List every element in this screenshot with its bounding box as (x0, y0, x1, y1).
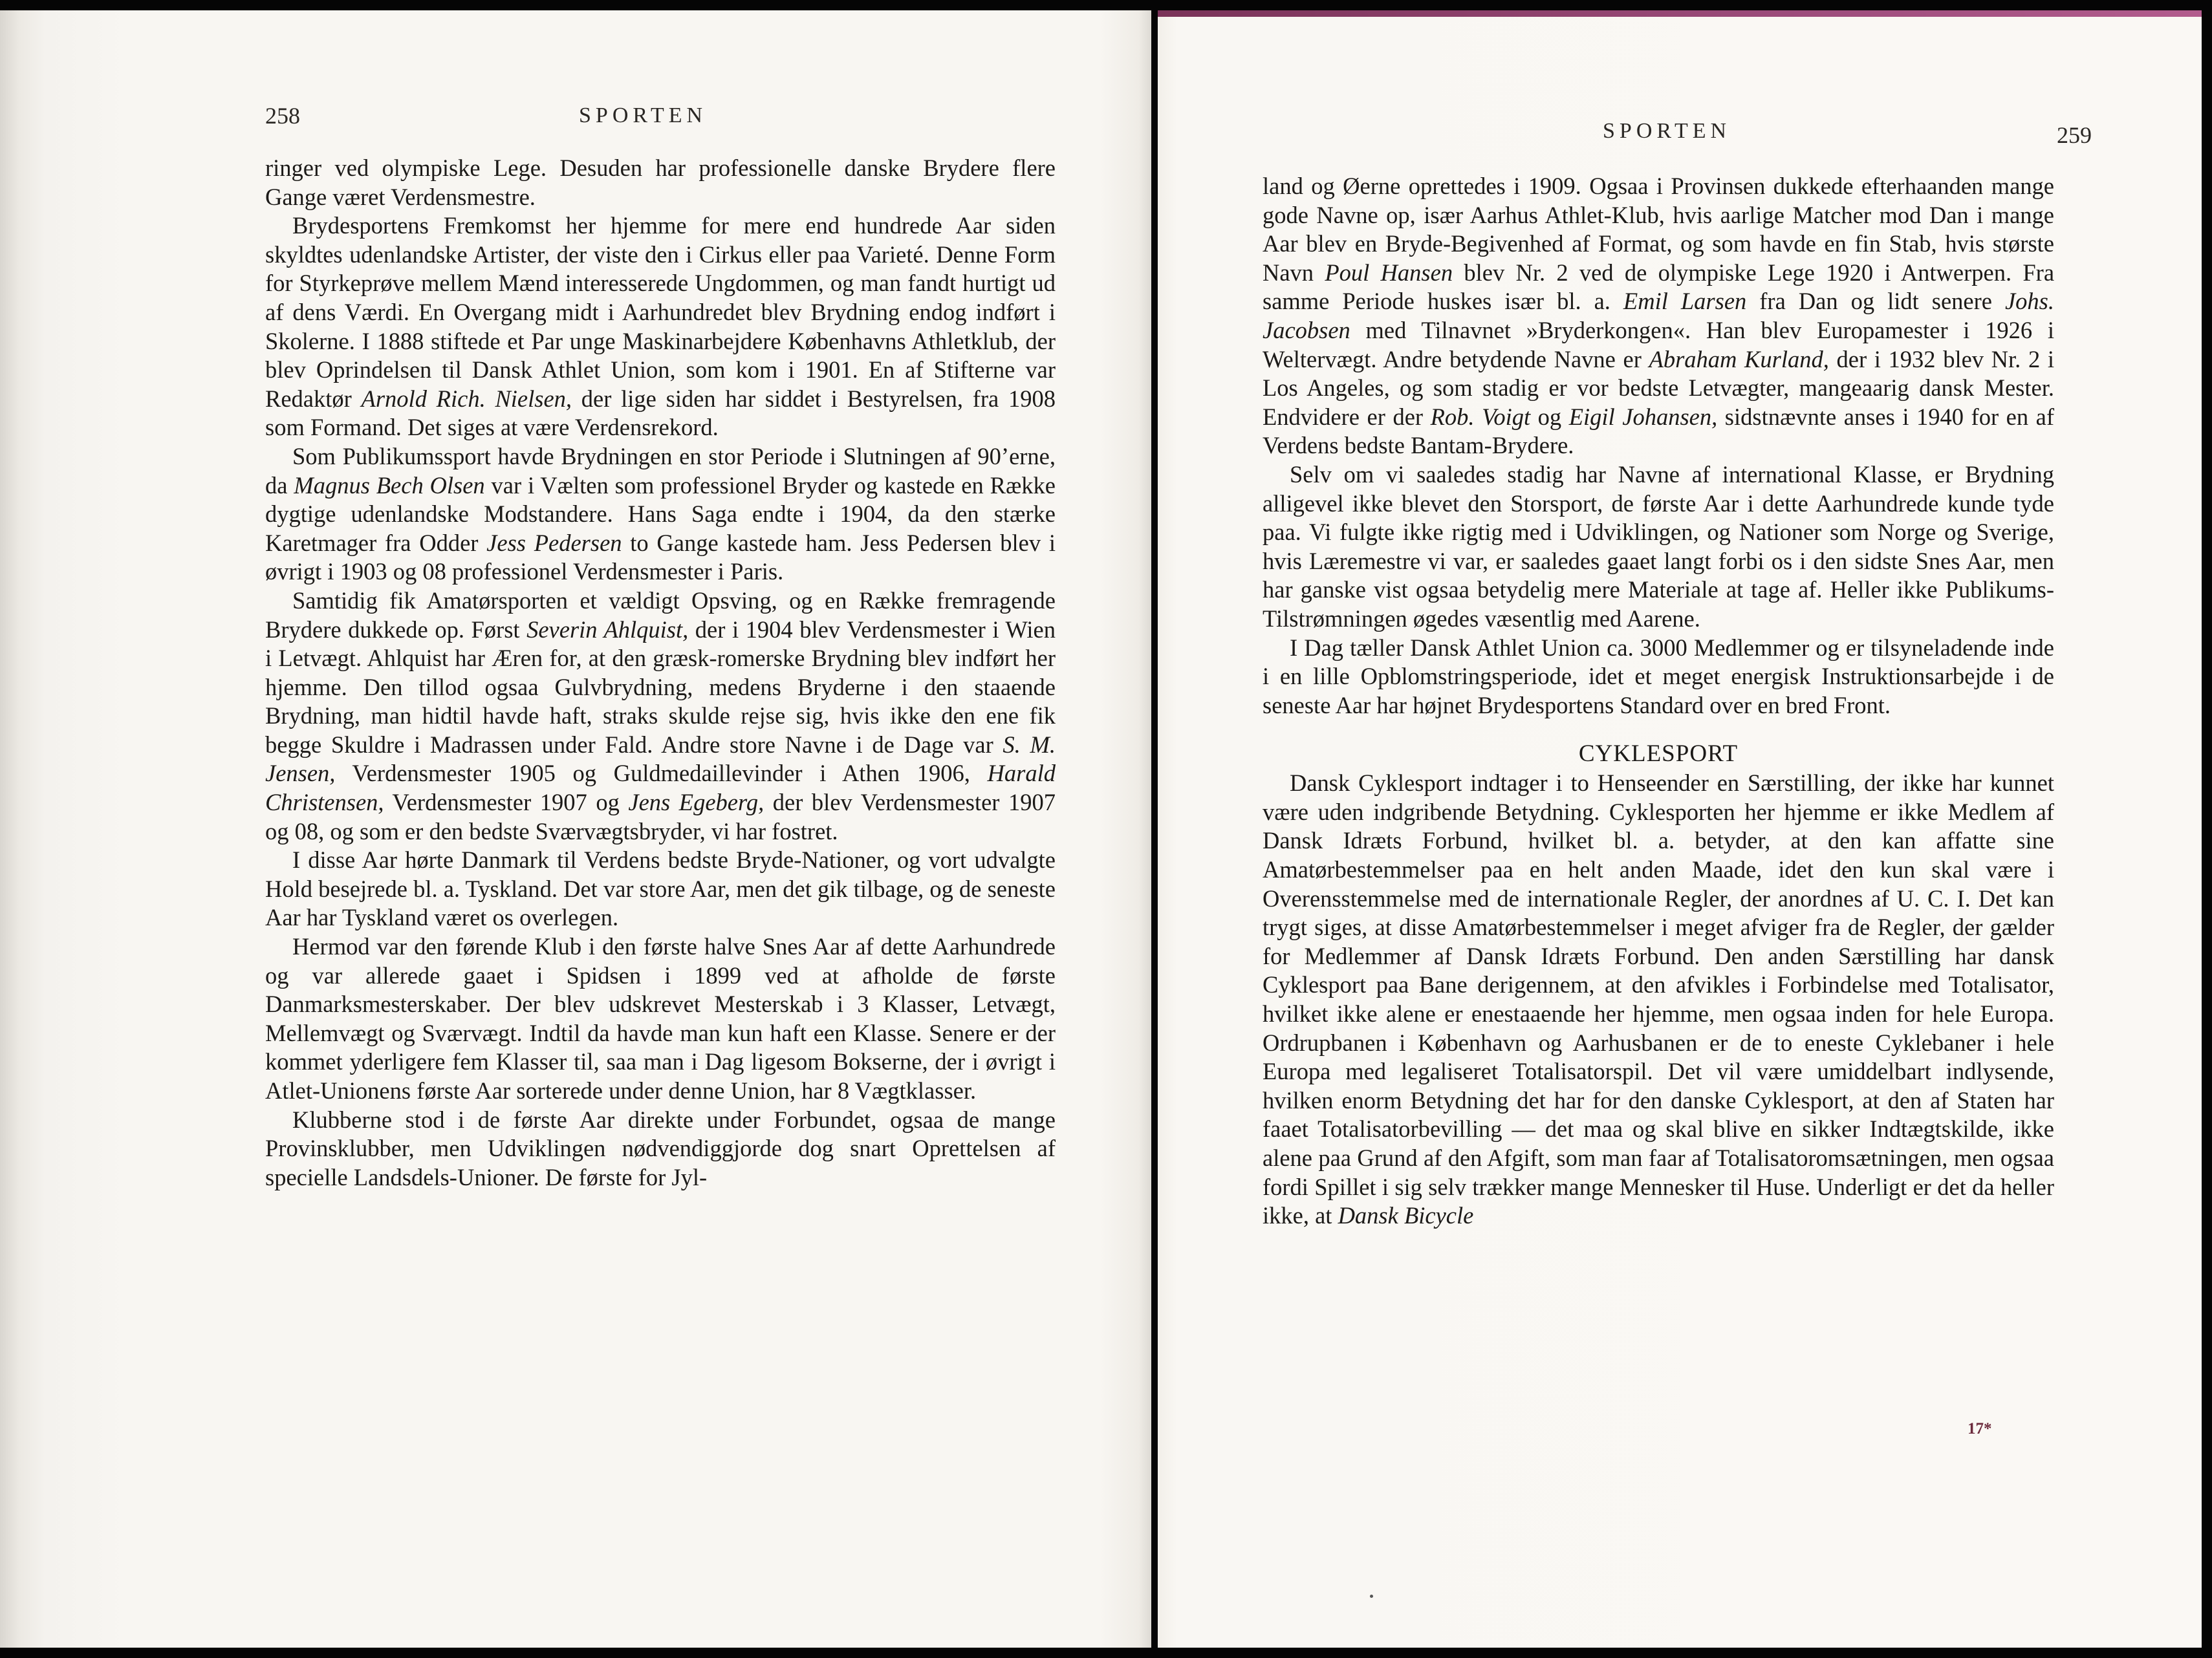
paragraph (265, 587, 1056, 846)
text-run: Selv om vi saaledes stadig har Navne af international Klasse, er Brydning alligevel ikke blevet den Storsport, de første Aar i dette Aarhundrede kunde tyde paa. Vi fulgte ikke rigtig med i Udviklingen, og Nationer som Norge og Sverige, hvis Læremestre vi var, er saaledes gaaet langt forbi os i den sidste Snes Aar, men har ganske vist ogsaa betydelig mere Materiale at tage af. Heller ikke Publikums-Tilstrømningen øgedes væsentlig med Aarene. (1263, 460, 2054, 632)
italic-name: S. M. Jensen, (265, 731, 1056, 787)
paragraph (265, 1106, 1056, 1192)
text-run: Verdensmester 1907 og (384, 789, 629, 816)
right-page (1158, 10, 2202, 1648)
text-run: ringer ved olympiske Lege. Desuden har professionelle danske Brydere flere Gange været Verdensmestre. (265, 155, 1056, 210)
text-run: to Gange kastede ham. Jess Pedersen blev i øvrigt i 1903 og 08 professionel Verdensmester i Paris. (265, 529, 1056, 585)
text-run: fra Dan og lidt senere (1746, 288, 2005, 315)
italic-name: Abraham Kurland, (1649, 345, 1829, 372)
italic-name: Eigil Johansen, (1568, 403, 1718, 430)
paragraph (1263, 172, 2054, 460)
italic-name: Jess Pedersen (486, 529, 622, 556)
page-number: 259 (2057, 122, 2092, 148)
italic-name: Harald Christensen, (265, 760, 1056, 816)
running-head: SPORTEN (579, 103, 708, 127)
text-run: Dansk Cyklesport indtager i to Henseender en Særstilling, der ikke har kunnet være uden indgribende Betydning. Cyklesporten her hjemme er ikke Medlem af Dansk Idræts Forbund, hvilket bl. a. betyder, at den kan affatte sine Amatørbestemmelser paa en helt anden Maade, idet den kun skal være i Overensstemmelse med de internationale Regler, der anordnes af U. C. I. Det kan trygt siges, at disse Amatørbestemmelser i meget afviger fra de Regler, der gælder for Medlemmer af Dansk Idræts Forbund. Den anden Særstilling har dansk Cyklesport paa Bane derigennem, at den afvikles i Forbindelse med Totalisator, hvilket ikke alene er enestaaende her hjemme, men ogsaa inden for hele Europa. Ordrupbanen i København og Aarhusbanen er de to eneste Cyklebaner i hele Europa med legaliseret Totalisatorspil. Det vil være umiddelbart indlysende, hvilken enorm Betydning det har for den danske Cyklesport, at den af Staten har faaet Totalisatorbevilling — det maa og skal blive en sikker Indtægtskilde, ikke alene paa Grund af den Afgift, som man faar af Totalisatoromsætningen, men ogsaa fordi Spillet i sig selv trækker mange Mennesker til Huse. Underligt er det da heller ikke, at (1263, 770, 2054, 1229)
text-run: der i 1904 blev Verdensmester i Wien i Letvægt. Ahlquist har Æren for, at den græsk-romerske Brydning blev indført her hjemme. Den tillod ogsaa Gulvbrydning, medens Bryderne i den staaende Brydning, man hidtil havde haft, straks skulde rejse sig, hvis ikke den ene fik begge Skuldre i Madrassen under Fald. Andre store Navne i de Dage var (265, 616, 1056, 758)
paragraph (1263, 634, 2054, 720)
italic-name: Poul Hansen (1325, 259, 1453, 286)
text-run: land og Øerne oprettedes i 1909. Ogsaa i Provinsen dukkede efterhaanden mange gode Navne op, især Aarhus Athlet-Klub, hvis aarlige Matcher mod Dan i mange Aar blev en Bryde-Begivenhed af Format, og som havde en fin Stab, hvis største Navn (1263, 173, 2054, 286)
text-run: I disse Aar hørte Danmark til Verdens bedste Bryde-Nationer, og vort udvalgte Hold besejrede bl. a. Tyskland. Det var store Aar, men det gik tilbage, og de seneste Aar har Tyskland været os overlegen. (265, 846, 1056, 931)
italic-name: Emil Larsen (1623, 288, 1747, 315)
body-text (265, 154, 1056, 1192)
text-run: der lige siden har siddet i Bestyrelsen, fra 1908 som Formand. Det siges at være Verdensrekord. (265, 385, 1056, 441)
text-run: sidstnævnte anses i 1940 for en af Verdens bedste Bantam-Brydere. (1263, 403, 2055, 459)
text-run: I Dag tæller Dansk Athlet Union ca. 3000 Medlemmer og er tilsyneladende inde i en lille Opblomstringsperiode, idet et meget energisk Instruktionsarbejde i de seneste Aar har højnet Brydesportens Standard over en bred Front. (1263, 634, 2054, 718)
italic-name: Magnus Bech Olsen (294, 471, 485, 499)
text-run: Samtidig fik Amatørsporten et vældigt Opsving, og en Række fremragende Brydere dukkede op. Først (265, 587, 1056, 643)
paragraph (265, 932, 1056, 1106)
italic-name: Johs. Jacobsen (1263, 288, 2054, 343)
italic-name: Dansk Bicycle (1338, 1202, 1474, 1229)
paragraph (265, 846, 1056, 932)
text-run: var i Vælten som professionel Bryder og kastede en Række dygtige udenlandske Modstandere. Hans Saga endte i 1904, da den stærke Karetmager fra Odder (265, 471, 1056, 556)
text-run: Verdensmester 1905 og Guldmedaillevinder i Athen 1906, (335, 760, 988, 787)
italic-name: Severin Ahlquist, (526, 616, 689, 643)
paragraph (265, 442, 1056, 587)
running-head: SPORTEN (1603, 119, 1731, 143)
text-run: med Tilnavnet »Bryderkongen«. Han blev Europamester i 1926 i Weltervægt. Andre betydende Navne er (1263, 316, 2054, 372)
text-run: Hermod var den førende Klub i den første halve Snes Aar af dette Aarhundrede og var allerede gaaet i Spidsen i 1899 ved at afholde de første Danmarksmesterskaber. Der blev udskrevet Mesterskab i 3 Klasser, Letvægt, Mellemvægt og Sværvægt. Indtil da havde man kun haft een Klasse. Senere er der kommet yderligere fem Klasser til, saa man i Dag ligesom Bokserne, der i øvrigt i Atlet-Unionens første Aar sorterede under denne Union, har 8 Vægtklasser. (265, 933, 1056, 1104)
paragraph (265, 154, 1056, 211)
text-run: og (1530, 403, 1569, 430)
paragraph (1263, 769, 2054, 1231)
text-run: Som Publikumssport havde Brydningen en stor Periode i Slutningen af 90’erne, da (265, 442, 1056, 499)
text-run: blev Nr. 2 ved de olympiske Lege 1920 i Antwerpen. Fra samme Periode huskes især bl. a. (1263, 259, 2055, 315)
italic-name: Rob. Voigt (1430, 403, 1531, 430)
text-run: der i 1932 blev Nr. 2 i Los Angeles, og som stadig er vor bedste Letvægter, mangeaarig dansk Mester. Endvidere er der (1263, 345, 2054, 430)
paragraph (265, 211, 1056, 442)
page-number: 258 (265, 103, 300, 129)
body-text (1263, 172, 2054, 1231)
italic-name: Arnold Rich. Nielsen, (361, 385, 572, 412)
top-edge-strip (1158, 10, 2202, 17)
text-run: der blev Verdensmester 1907 og 08, og som er den bedste Sværvægtsbryder, vi har fostret. (265, 789, 1056, 845)
signature-mark: 17* (1968, 1420, 1992, 1437)
section-title: CYKLESPORT (1578, 740, 1739, 768)
speck (1370, 1595, 1373, 1598)
italic-name: Jens Egeberg, (628, 789, 764, 816)
text-run: Klubberne stod i de første Aar direkte under Forbundet, ogsaa de mange Provinsklubber, men Udviklingen nødvendiggjorde dog snart Oprettelsen af specielle Landsdels-Unioner. De første for Jyl- (265, 1106, 1056, 1190)
text-run: Brydesportens Fremkomst her hjemme for mere end hundrede Aar siden skyldtes udenlandske Artister, der viste den i Cirkus eller paa Varieté. Denne Form for Styrkeprøve mellem Mænd interesserede Ungdommen, og man fandt hurtigt ud af dens Værdi. En Overgang midt i Aarhundredet blev Brydning endog indført i Skolerne. I 1888 stiftede et Par unge Maskinarbejdere Københavns Athletklub, der blev Oprindelsen til Dansk Athlet Union, som kom i 1901. En af Stifterne var Redaktør (265, 212, 1056, 412)
left-page (0, 10, 1151, 1648)
paragraph (1263, 460, 2054, 634)
